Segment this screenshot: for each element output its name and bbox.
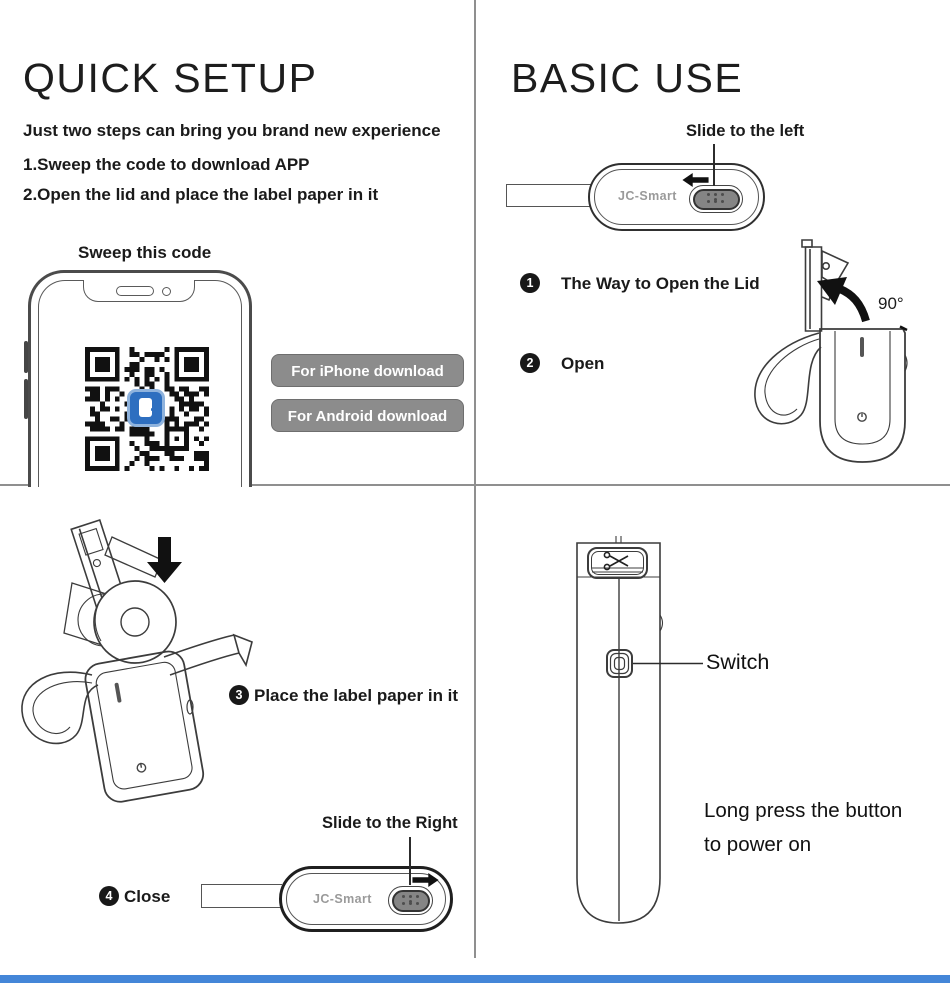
printer-glyph-icon	[139, 398, 152, 417]
footer-accent-bar	[0, 975, 950, 983]
power-instruction-line1: Long press the button	[704, 799, 903, 822]
switch-label: Switch	[706, 650, 770, 674]
basic-use-title: BASIC USE	[511, 55, 744, 101]
vertical-divider	[474, 0, 476, 958]
brand-label: JC-Smart	[618, 189, 677, 203]
qr-caption: Sweep this code	[78, 243, 212, 262]
step-4-label: Close	[124, 887, 171, 906]
step-1-badge: 1	[520, 273, 540, 293]
brand-label: JC-Smart	[313, 892, 372, 906]
quick-setup-title: QUICK SETUP	[23, 55, 318, 101]
printer-top-view-open	[588, 163, 765, 231]
phone-camera-icon	[162, 287, 171, 296]
quick-setup-step2: 2.Open the lid and place the label paper in it	[23, 185, 379, 204]
step-1-label: The Way to Open the Lid	[561, 274, 760, 293]
slide-left-pointer-line	[713, 144, 715, 186]
slide-right-label: Slide to the Right	[322, 814, 458, 832]
lid-slider-knob	[392, 890, 430, 912]
lid-slider-track	[689, 185, 743, 213]
phone-illustration	[28, 270, 252, 487]
power-symbol-icon	[136, 762, 146, 773]
label-paper-outfeed	[506, 184, 592, 207]
phone-notch	[83, 280, 195, 302]
printer-body	[83, 649, 206, 804]
app-icon	[127, 389, 165, 427]
printer-top-view-closed	[279, 866, 453, 932]
iphone-download-button[interactable]: For iPhone download	[271, 354, 464, 387]
power-symbol-icon	[858, 412, 866, 422]
slide-left-label: Slide to the left	[686, 122, 805, 140]
step-2-label: Open	[561, 354, 605, 373]
open-lid-illustration	[745, 235, 950, 470]
step-4-badge: 4	[99, 886, 119, 906]
angle-label: 90°	[878, 294, 904, 313]
phone-speaker	[116, 286, 154, 296]
label-roll	[94, 581, 176, 663]
slide-right-pointer-line	[409, 837, 411, 885]
step-3-label: Place the label paper in it	[254, 686, 459, 705]
scissors-icon	[604, 552, 628, 569]
rotate-arrow-icon	[817, 277, 866, 321]
quick-setup-step1: 1.Sweep the code to download APP	[23, 155, 310, 174]
arrow-right-icon	[412, 873, 439, 887]
load-paper-illustration	[12, 515, 262, 815]
step-2-badge: 2	[520, 353, 540, 373]
power-instruction-line2: to power on	[704, 833, 812, 856]
lid-slider-knob	[693, 189, 740, 210]
step-3-badge: 3	[229, 685, 249, 705]
label-paper-outfeed	[201, 884, 282, 908]
lid-slider-track	[388, 886, 433, 915]
quick-setup-subtitle: Just two steps can bring you brand new experience	[23, 121, 441, 140]
cutter-slot	[588, 548, 647, 578]
hand-strap	[755, 333, 821, 424]
android-download-button[interactable]: For Android download	[271, 399, 464, 432]
printer-side-view	[562, 530, 722, 930]
